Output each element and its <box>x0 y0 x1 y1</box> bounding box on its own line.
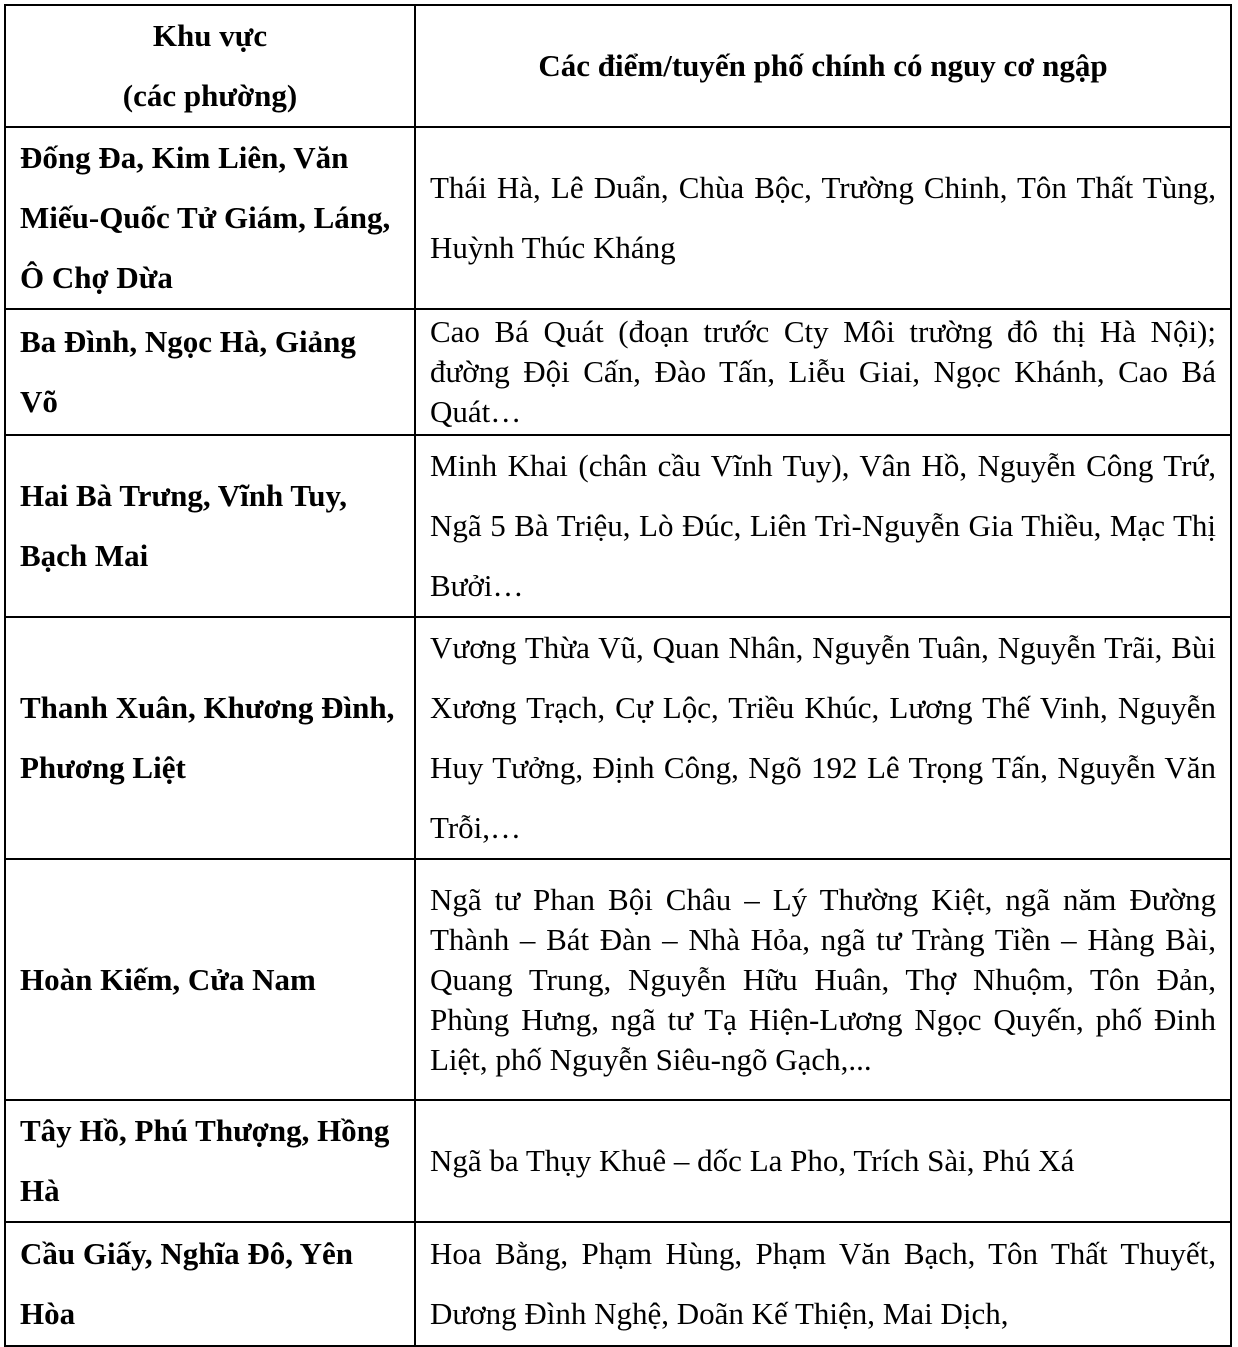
streets-cell: Hoa Bằng, Phạm Hùng, Phạm Văn Bạch, Tôn Thất Thuyết, Dương Đình Nghệ, Doãn Kế Thiện, Mai Dịch, <box>415 1222 1231 1346</box>
streets-cell: Ngã ba Thụy Khuê – dốc La Pho, Trích Sài, Phú Xá <box>415 1100 1231 1222</box>
streets-cell: Vương Thừa Vũ, Quan Nhân, Nguyễn Tuân, Nguyễn Trãi, Bùi Xương Trạch, Cự Lộc, Triều Khúc, Lương Thế Vinh, Nguyễn Huy Tưởng, Định Công, Ngõ 192 Lê Trọng Tấn, Nguyễn Văn Trỗi,… <box>415 617 1231 859</box>
streets-cell: Ngã tư Phan Bội Châu – Lý Thường Kiệt, ngã năm Đường Thành – Bát Đàn – Nhà Hỏa, ngã tư Tràng Tiền – Hàng Bài, Quang Trung, Nguyễn Hữu Huân, Thợ Nhuộm, Tôn Đản, Phùng Hưng, ngã tư Tạ Hiện-Lương Ngọc Quyến, phố Đinh Liệt, phố Nguyễn Siêu-ngõ Gạch,... <box>415 859 1231 1100</box>
table-header-row <box>5 5 1231 127</box>
table-row <box>5 127 1231 309</box>
streets-cell: Minh Khai (chân cầu Vĩnh Tuy), Vân Hồ, Nguyễn Công Trứ, Ngã 5 Bà Triệu, Lò Đúc, Liên Trì-Nguyễn Gia Thiều, Mạc Thị Bưởi… <box>415 435 1231 617</box>
area-cell: Thanh Xuân, Khương Đình, Phương Liệt <box>5 617 415 859</box>
header-streets: Các điểm/tuyến phố chính có nguy cơ ngập <box>415 5 1231 127</box>
table-row <box>5 309 1231 435</box>
area-cell: Đống Đa, Kim Liên, Văn Miếu-Quốc Tử Giám, Láng, Ô Chợ Dừa <box>5 127 415 309</box>
table-row <box>5 617 1231 859</box>
header-area-line1: Khu vực <box>152 18 268 53</box>
flood-risk-table <box>4 4 1232 1347</box>
streets-cell: Thái Hà, Lê Duẩn, Chùa Bộc, Trường Chinh, Tôn Thất Tùng, Huỳnh Thúc Kháng <box>415 127 1231 309</box>
area-cell: Cầu Giấy, Nghĩa Đô, Yên Hòa <box>5 1222 415 1346</box>
header-area-line2: (các phường) <box>122 78 298 113</box>
table-row <box>5 435 1231 617</box>
header-area <box>5 5 415 127</box>
table-row <box>5 859 1231 1100</box>
area-cell: Hai Bà Trưng, Vĩnh Tuy, Bạch Mai <box>5 435 415 617</box>
table-row <box>5 1222 1231 1346</box>
area-cell: Hoàn Kiếm, Cửa Nam <box>5 859 415 1100</box>
table-row <box>5 1100 1231 1222</box>
streets-cell: Cao Bá Quát (đoạn trước Cty Môi trường đô thị Hà Nội); đường Đội Cấn, Đào Tấn, Liễu Giai, Ngọc Khánh, Cao Bá Quát… <box>415 309 1231 435</box>
area-cell: Tây Hồ, Phú Thượng, Hồng Hà <box>5 1100 415 1222</box>
area-cell: Ba Đình, Ngọc Hà, Giảng Võ <box>5 309 415 435</box>
